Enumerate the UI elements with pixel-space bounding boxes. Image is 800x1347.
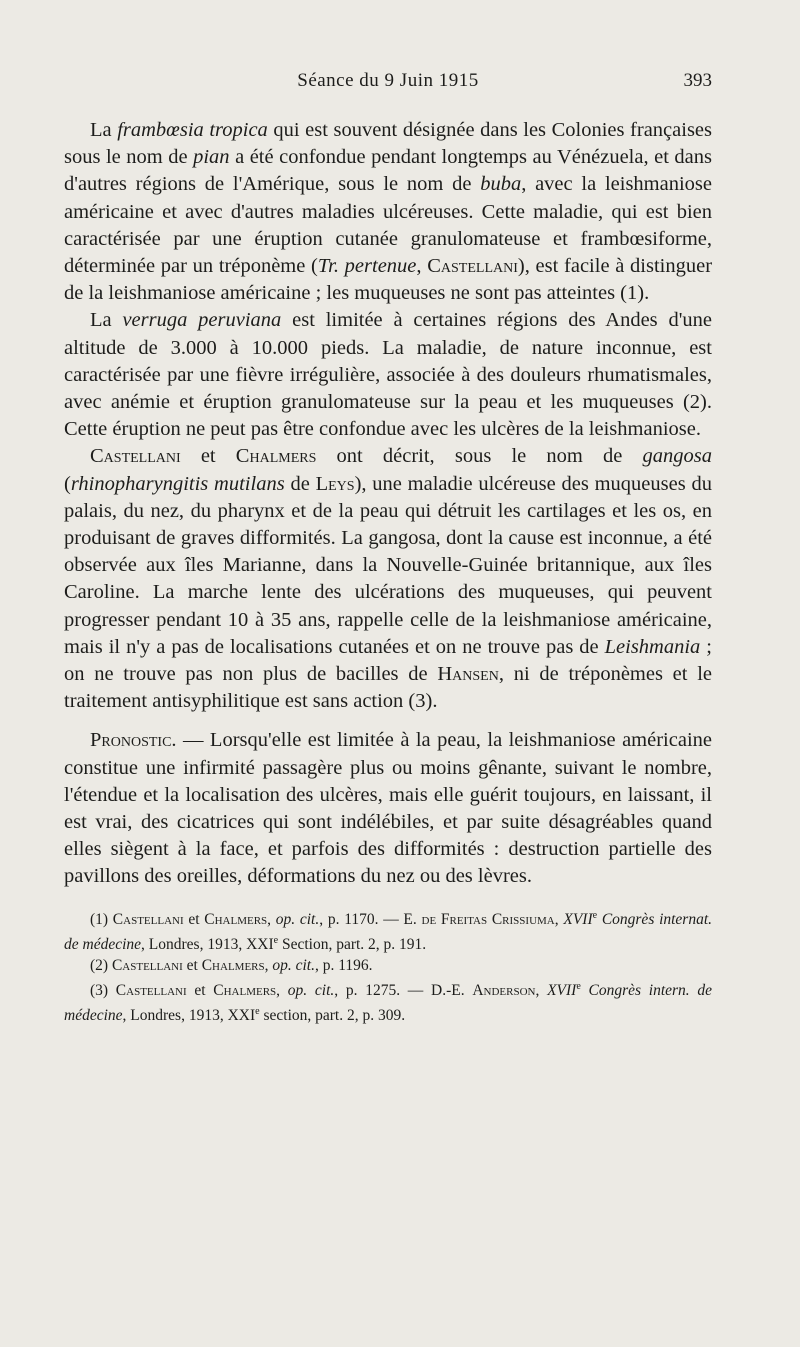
text-segment: La bbox=[90, 309, 123, 332]
text-segment: Castellani bbox=[112, 910, 184, 928]
footnote bbox=[64, 905, 712, 955]
paragraph bbox=[64, 117, 712, 307]
text-segment: XVII bbox=[563, 910, 593, 928]
text-segment: , bbox=[554, 910, 564, 928]
text-segment: a été confondue pendant longtemps au Vénézuela, et dans d'autres régions de l'Amérique, sous le nom de bbox=[64, 146, 712, 196]
text-segment: et bbox=[186, 982, 214, 1000]
text-segment: (2) bbox=[90, 957, 112, 974]
text-segment: (1) bbox=[90, 910, 113, 928]
text-segment: ), est facile à distinguer de la leishmaniose américaine ; les muqueuses ne sont pas atteintes (1). bbox=[64, 255, 713, 305]
text-segment: est limitée à certaines régions des Andes d'une altitude de 3.000 à 10.000 pieds. La maladie, de nature inconnue, est caractérisée par une fièvre irrégulière, associée à des douleurs rhumatismales, avec anémie et éruption granulomateuse sur la peau et les muqueuses (2). Cette éruption ne peut pas être confondue avec les ulcères de la leishmaniose. bbox=[64, 309, 713, 441]
text-segment: Anderson bbox=[472, 982, 536, 1000]
text-segment: Tr. pertenue bbox=[317, 255, 417, 278]
footnote bbox=[64, 955, 712, 976]
text-segment: et bbox=[183, 910, 205, 928]
text-segment: Castellani bbox=[90, 445, 181, 468]
text-segment: Chalmers bbox=[235, 445, 317, 468]
text-segment: et bbox=[182, 957, 202, 974]
text-segment: , Londres, 1913, XXI bbox=[122, 1007, 256, 1025]
text-segment: (3) bbox=[90, 982, 116, 1000]
footnotes bbox=[64, 905, 712, 1027]
text-segment: Pronostic bbox=[90, 729, 172, 752]
paragraph bbox=[64, 727, 712, 890]
text-segment: Section, part. 2, p. 191. bbox=[278, 936, 427, 953]
paragraph bbox=[64, 443, 712, 715]
text-segment: de bbox=[284, 472, 316, 495]
text-segment: op. cit. bbox=[272, 957, 315, 974]
text-segment: , ni de tréponèmes et le traitement antisyphilitique est sans action (3). bbox=[64, 663, 712, 713]
text-segment: op. cit. bbox=[287, 982, 335, 1000]
paragraph-list bbox=[64, 117, 712, 891]
text-segment: Congrès internat. de médecine bbox=[64, 910, 713, 953]
text-segment: Hansen bbox=[437, 663, 499, 686]
text-segment: pian bbox=[193, 146, 230, 169]
text-segment: . — Lorsqu'elle est limitée à la peau, la leishmaniose américaine constitue une infirmité passagère plus ou moins gênante, suivant le nombre, l'étendue et la localisation des ulcères, mais elle guérit toujours, en laissant, il est vrai, des cicatrices qui sont indélébiles, et par suite désagréables quand elles siègent à la face, et parfois des difformités : destruction partielle des pavillons des oreilles, déformations du nez ou des lèvres. bbox=[64, 729, 712, 888]
text-segment: e bbox=[576, 981, 581, 992]
text-segment: Chalmers bbox=[204, 910, 268, 928]
text-segment: Chalmers bbox=[201, 957, 265, 974]
body-text bbox=[64, 117, 712, 1026]
text-segment: Leishmania bbox=[604, 635, 701, 658]
text-segment: qui est souvent désignée dans les Colonies françaises sous le nom de bbox=[64, 119, 712, 169]
running-header bbox=[64, 70, 712, 100]
text-segment: , bbox=[276, 982, 288, 1000]
text-segment: rhinopharyngitis mutilans bbox=[70, 472, 285, 495]
text-segment: Leys bbox=[315, 472, 355, 495]
text-segment: ), une maladie ulcéreuse des muqueuses du palais, du nez, du pharynx et de la peau qui détruit les cartilages et les os, en produisant de graves difformités. La gangosa, dont la cause est inconnue, a été observée aux îles Marianne, dans la Nouvelle-Guinée britannique, aux îles Caroline. La marche lente des ulcérations des muqueuses, qui peuvent progresser pendant 10 à 35 ans, rappelle celle de la leishmaniose américaine, mais il n'y a pas de localisations cutanées et on ne trouve pas de bbox=[64, 472, 712, 658]
text-segment: e bbox=[255, 1006, 260, 1018]
text-segment: ( bbox=[64, 472, 71, 495]
text-segment: ont décrit, sous le nom de bbox=[316, 445, 643, 468]
text-segment: , p. 1196. bbox=[315, 957, 373, 974]
text-segment: Castellani bbox=[115, 982, 187, 1000]
text-segment: XVII bbox=[547, 982, 577, 1000]
text-segment: section, part. 2, p. 309. bbox=[259, 1007, 406, 1025]
text-segment: , p. 1275. — D.-E. bbox=[334, 982, 473, 1000]
text-segment: La bbox=[90, 119, 118, 141]
text-segment: e bbox=[273, 934, 279, 946]
text-segment: frambœsia tropica bbox=[117, 119, 268, 141]
text-segment: et bbox=[180, 445, 236, 468]
text-segment: Congrès intern. de médecine bbox=[64, 982, 713, 1025]
text-segment: , bbox=[416, 255, 428, 278]
text-segment: e bbox=[592, 909, 598, 921]
text-segment: verruga peruviana bbox=[122, 309, 282, 332]
text-segment: Castellani bbox=[427, 255, 518, 278]
text-segment: , avec la leishmaniose américaine et avec d'autres maladies ulcéreuses. Cette maladie, qui est bien caractérisée par une éruption cutanée granulomateuse et frambœsiforme, déterminée par un tréponème ( bbox=[64, 173, 712, 278]
text-segment: ; on ne trouve pas non plus de bacilles de bbox=[64, 635, 712, 686]
page-number: 393 bbox=[683, 70, 712, 91]
text-segment: , p. 1170. — E. bbox=[319, 910, 422, 928]
text-segment: Castellani bbox=[111, 957, 183, 974]
text-segment: Chalmers bbox=[213, 982, 277, 1000]
text-segment: buba bbox=[480, 173, 522, 196]
paragraph bbox=[64, 307, 712, 443]
text-segment: de Freitas Crissiuma bbox=[421, 910, 555, 928]
text-segment: , bbox=[535, 982, 548, 1000]
text-segment: op. cit. bbox=[275, 910, 320, 928]
text-segment: gangosa bbox=[642, 445, 713, 468]
text-segment: , bbox=[264, 957, 273, 974]
footnote bbox=[64, 976, 712, 1026]
text-segment: , Londres, 1913, XXI bbox=[141, 936, 274, 953]
text-segment: , bbox=[267, 910, 276, 928]
running-title: Séance du 9 Juin 1915 bbox=[297, 70, 479, 91]
